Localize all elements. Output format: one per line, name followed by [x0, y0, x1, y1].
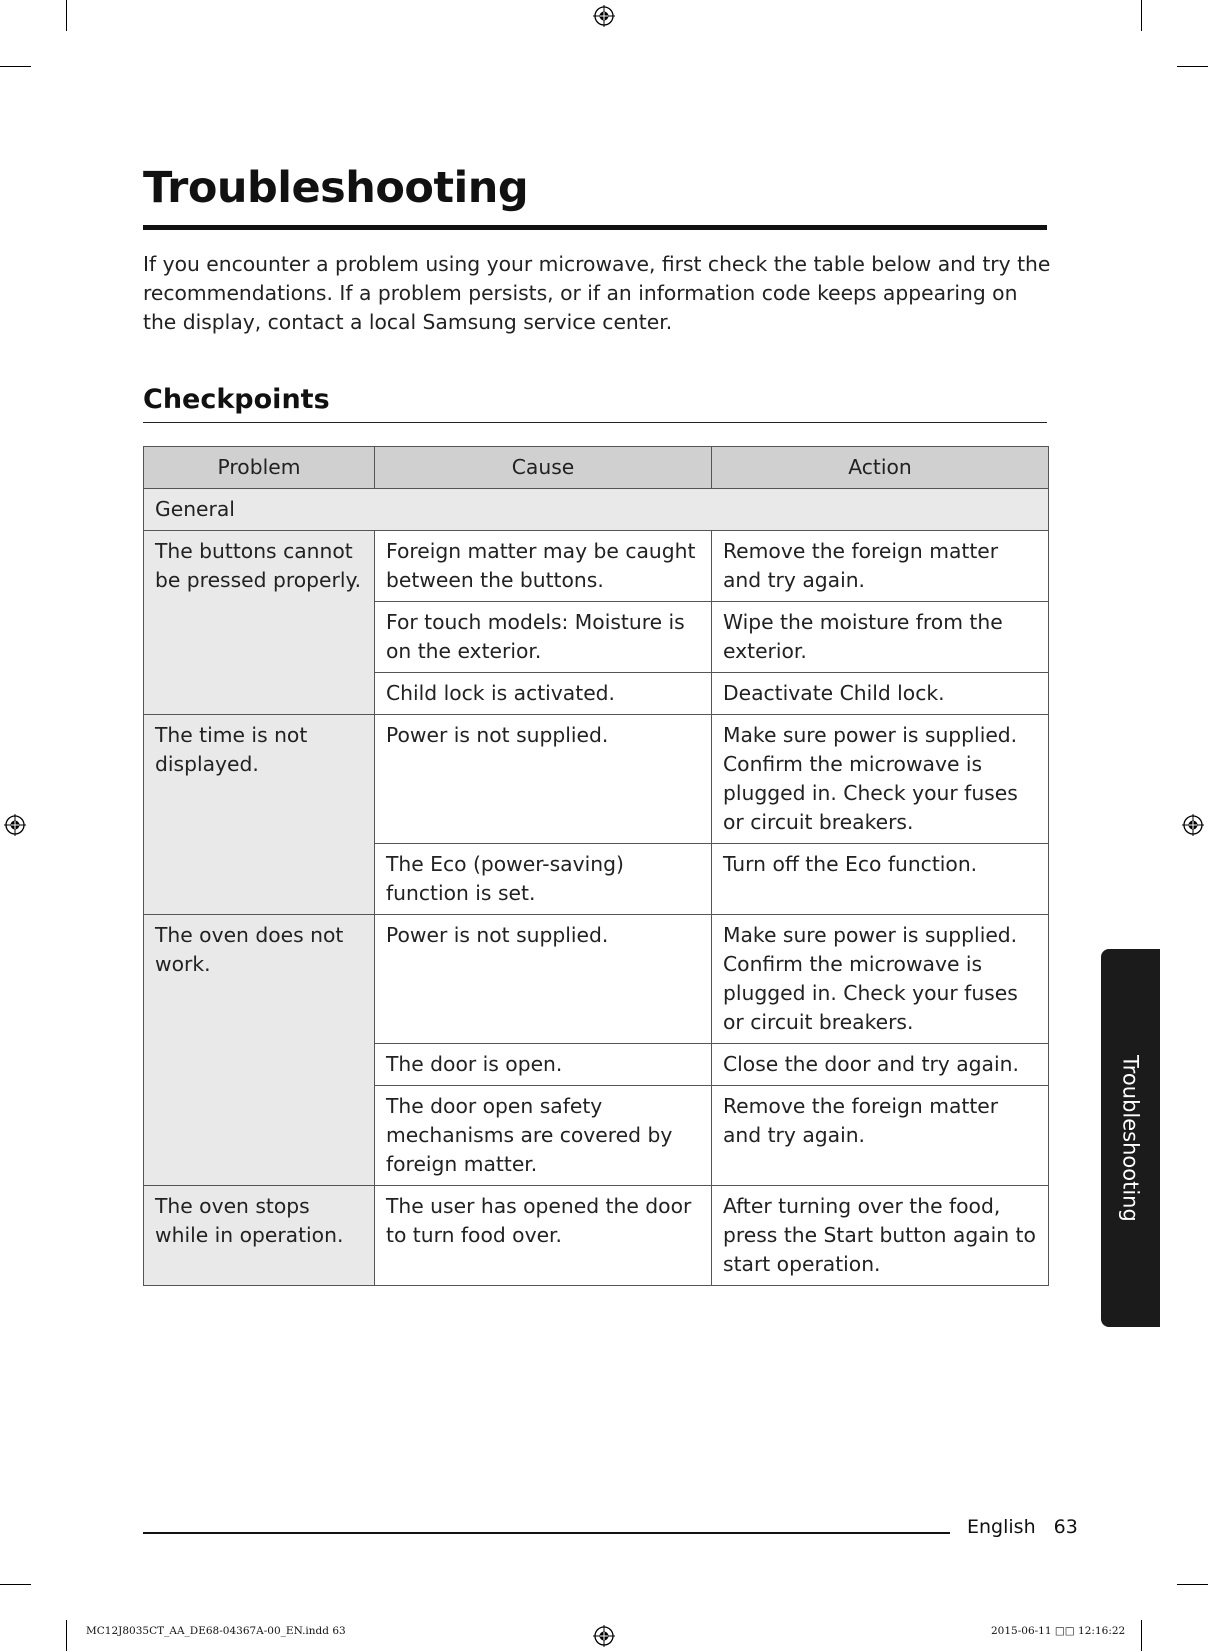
- crop-mark: [66, 0, 67, 31]
- footer-divider: [143, 1532, 950, 1534]
- table-group-row: [144, 489, 1049, 531]
- registration-mark-icon: [593, 5, 615, 27]
- crop-mark: [0, 1584, 31, 1585]
- registration-mark-icon: [593, 1625, 615, 1647]
- intro-paragraph: If you encounter a problem using your microwave, first check the table below and try the recommendations. If a problem persists, or if an information code keeps appearing on the display, contact a local Samsung service center.: [143, 252, 1051, 334]
- action-cell: Make sure power is supplied. Confirm the microwave is plugged in. Check your fuses or circuit breakers.: [712, 915, 1049, 1044]
- action-cell: Make sure power is supplied. Confirm the microwave is plugged in. Check your fuses or circuit breakers.: [712, 715, 1049, 844]
- registration-mark-icon: [1182, 814, 1204, 836]
- cause-cell: The user has opened the door to turn food over.: [375, 1186, 712, 1286]
- cause-cell: The door open safety mechanisms are covered by foreign matter.: [375, 1086, 712, 1186]
- column-header-problem: Problem: [144, 447, 375, 489]
- cause-cell: Child lock is activated.: [375, 673, 712, 715]
- page-title: Troubleshooting: [143, 163, 529, 213]
- print-timestamp: 2015-06-11 □□ 12:16:22: [991, 1625, 1126, 1637]
- section-divider: [143, 422, 1047, 423]
- cause-cell: For touch models: Moisture is on the exterior.: [375, 602, 712, 673]
- table-header-row: [144, 447, 1049, 489]
- action-cell: Remove the foreign matter and try again.: [712, 531, 1049, 602]
- column-header-action: Action: [712, 447, 1049, 489]
- crop-mark: [1177, 66, 1208, 67]
- action-cell: Turn off the Eco function.: [712, 844, 1049, 915]
- table-row: [144, 1186, 1049, 1286]
- action-cell: Close the door and try again.: [712, 1044, 1049, 1086]
- crop-mark: [0, 66, 31, 67]
- crop-mark: [66, 1620, 67, 1651]
- table-row: [144, 531, 1049, 602]
- checkpoints-table: [143, 446, 1049, 1286]
- problem-cell: The buttons cannot be pressed properly.: [144, 531, 375, 715]
- table-row: [144, 915, 1049, 1044]
- cause-cell: Power is not supplied.: [375, 915, 712, 1044]
- crop-mark: [1141, 1620, 1142, 1651]
- action-cell: Remove the foreign matter and try again.: [712, 1086, 1049, 1186]
- cause-cell: Power is not supplied.: [375, 715, 712, 844]
- footer-language: English: [967, 1516, 1036, 1538]
- cause-cell: Foreign matter may be caught between the buttons.: [375, 531, 712, 602]
- cause-cell: The Eco (power-saving) function is set.: [375, 844, 712, 915]
- problem-cell: The oven does not work.: [144, 915, 375, 1186]
- cause-cell: The door is open.: [375, 1044, 712, 1086]
- registration-mark-icon: [4, 814, 26, 836]
- table-row: [144, 715, 1049, 844]
- crop-mark: [1141, 0, 1142, 31]
- action-cell: Deactivate Child lock.: [712, 673, 1049, 715]
- group-label: General: [144, 489, 1049, 531]
- page-number: 63: [1053, 1516, 1078, 1538]
- column-header-cause: Cause: [375, 447, 712, 489]
- problem-cell: The oven stops while in operation.: [144, 1186, 375, 1286]
- title-divider: [143, 225, 1047, 230]
- problem-cell: The time is not displayed.: [144, 715, 375, 915]
- action-cell: After turning over the food, press the Start button again to start operation.: [712, 1186, 1049, 1286]
- section-title: Checkpoints: [143, 384, 330, 415]
- action-cell: Wipe the moisture from the exterior.: [712, 602, 1049, 673]
- page-footer: [967, 1516, 1090, 1538]
- crop-mark: [1177, 1584, 1208, 1585]
- side-tab-label: Troubleshooting: [1118, 1054, 1143, 1222]
- print-file-info: MC12J8035CT_AA_DE68-04367A-00_EN.indd 63: [86, 1625, 346, 1637]
